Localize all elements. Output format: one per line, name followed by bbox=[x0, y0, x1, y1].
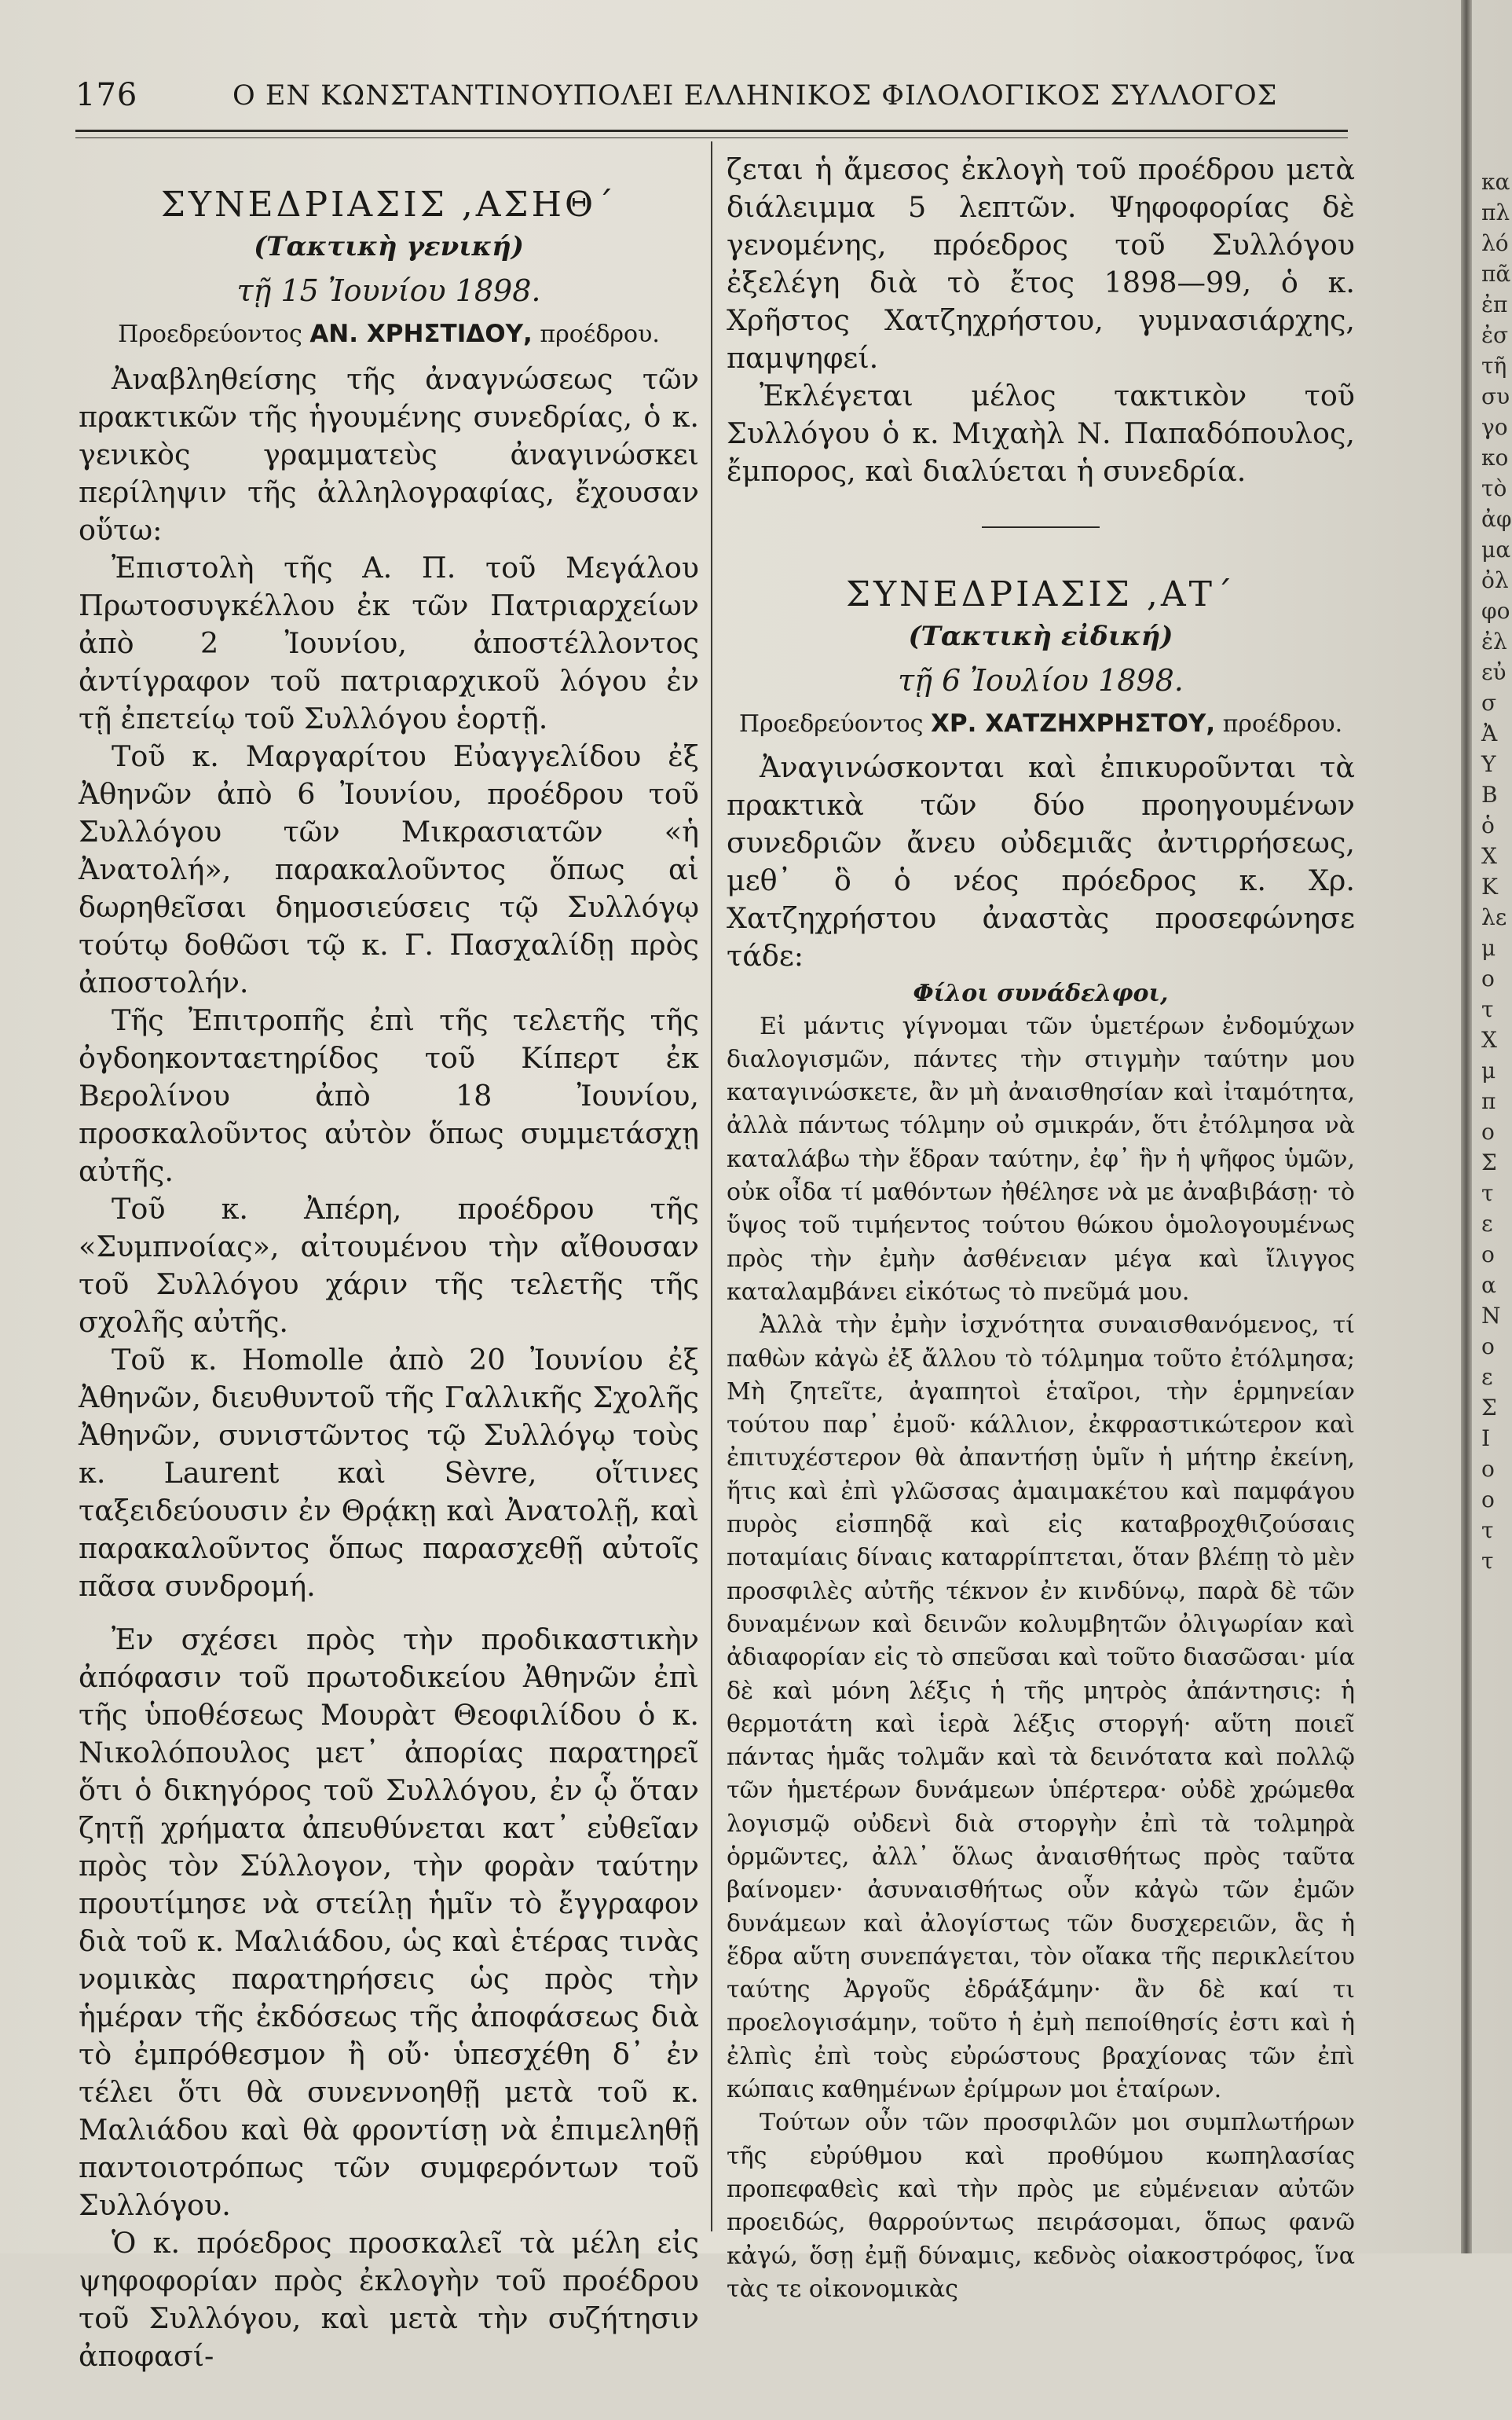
margin-fragment: ἐλ bbox=[1481, 629, 1507, 654]
margin-fragment: Σ bbox=[1481, 1150, 1497, 1175]
page-header bbox=[75, 77, 1348, 124]
margin-fragment: μα bbox=[1481, 537, 1511, 563]
margin-fragment: ἀφ bbox=[1481, 506, 1512, 532]
margin-fragment: συ bbox=[1481, 383, 1510, 409]
book-gutter bbox=[1461, 0, 1472, 2253]
margin-fragment: ε bbox=[1481, 1211, 1493, 1237]
margin-fragment: ο bbox=[1481, 1487, 1495, 1512]
margin-fragment: τὸ bbox=[1481, 475, 1507, 501]
paragraph: Ἐν σχέσει πρὸς τὴν προδικαστικὴν ἀπόφασιν τοῦ πρωτοδικείου Ἀθηνῶν ἐπὶ τῆς ὑποθέσεως Μουρὰτ Θεοφιλίδου ὁ κ. Νικολόπουλος μετ᾽ ἀπορίας παρατηρεῖ ὅτι ὁ δικηγόρος τοῦ Συλλόγου, ἐν ᾧ ὅταν ζητῇ χρήματα ἀπευθύνεται κατ᾽ εὐθεῖαν πρὸς τὸν Σύλλογον, τὴν φορὰν ταύτην προυτίμησε νὰ στείλῃ ἡμῖν τὸ ἔγγραφον διὰ τοῦ κ. Μαλιάδου, ὡς καὶ ἑτέρας τινὰς νομικὰς παρατηρήσεις ὡς πρὸς τὴν ἡμέραν τῆς ἐκδόσεως τῆς ἀποφάσεως διὰ τὸ ἐμπρόθεσμον ἢ οὔ· ὑπεσχέθη δ᾽ ἐν τέλει ὅτι θὰ συνεννοηθῇ μετὰ τοῦ κ. Μαλιάδου καὶ θὰ φροντίσῃ νὰ ἐπιμεληθῇ παντοιοτρόπως τῶν συμφερόντων τοῦ Συλλόγου. bbox=[79, 1622, 699, 2222]
margin-fragment: λε bbox=[1481, 904, 1507, 930]
margin-fragment: τ bbox=[1481, 1180, 1494, 1206]
margin-fragment: ὀλ bbox=[1481, 567, 1509, 593]
session-type: (Τακτικὴ γενική) bbox=[254, 231, 524, 263]
margin-fragment: ο bbox=[1481, 1241, 1495, 1267]
margin-fragment: π bbox=[1481, 1088, 1496, 1114]
margin-fragment: ἐσ bbox=[1481, 322, 1509, 348]
margin-fragment: Υ bbox=[1481, 751, 1496, 777]
margin-fragment: Χ bbox=[1481, 1027, 1497, 1053]
margin-fragment: α bbox=[1481, 1272, 1496, 1298]
margin-fragment: τ bbox=[1481, 996, 1494, 1022]
margin-fragment: ὁ bbox=[1481, 812, 1495, 838]
margin-fragment: Ι bbox=[1481, 1425, 1491, 1451]
margin-fragment: ο bbox=[1481, 1333, 1495, 1359]
margin-fragment: λό bbox=[1481, 230, 1509, 256]
running-title: Ο ΕΝ ΚΩΝΣΤΑΝΤΙΝΟΥΠΟΛΕΙ ΕΛΛΗΝΙΚΟΣ ΦΙΛΟΛΟΓΙΚΟΣ ΣΥΛΛΟΓΟΣ bbox=[232, 80, 1278, 112]
salutation: Φίλοι συνάδελφοι, bbox=[913, 979, 1169, 1007]
margin-fragment: μ bbox=[1481, 1058, 1496, 1084]
margin-fragment: ε bbox=[1481, 1364, 1493, 1390]
right-column bbox=[727, 151, 1355, 2306]
presiding-name: ΧΡ. ΧΑΤΖΗΧΡΗΣΤΟΥ, bbox=[931, 709, 1216, 738]
session-title: ΣΥΝΕΔΡΙΑΣΙΣ ,ΑΤ΄ bbox=[845, 574, 1236, 614]
margin-fragment: τ bbox=[1481, 1548, 1494, 1574]
left-column bbox=[79, 182, 699, 2375]
margin-fragment: τῆ bbox=[1481, 353, 1507, 379]
margin-fragment: μ bbox=[1481, 935, 1496, 961]
session-title: ΣΥΝΕΔΡΙΑΣΙΣ ,ΑΣΗΘ΄ bbox=[160, 185, 617, 225]
presiding-line bbox=[79, 315, 699, 354]
margin-fragment: Ἀ bbox=[1481, 720, 1498, 746]
margin-fragment: Ν bbox=[1481, 1303, 1501, 1329]
paragraph: ζεται ἡ ἄμεσος ἐκλογὴ τοῦ προέδρου μετὰ διάλειμμα 5 λεπτῶν. Ψηφοφορίας δὲ γενομένης, πρόεδρος τοῦ Συλλόγου ἐξελέγη διὰ τὸ ἔτος 1898—99, ὁ κ. Χρῆστος Χατζηχρήστου, γυμνασιάρχης, παμψηφεί. bbox=[727, 152, 1355, 375]
margin-fragment: γο bbox=[1481, 414, 1508, 440]
margin-fragment: ο bbox=[1481, 966, 1495, 992]
speech-paragraph: Ἀλλὰ τὴν ἐμὴν ἰσχνότητα συναισθανόμενος, τί παθὼν κἀγὼ ἐξ ἄλλου τὸ τόλμημα τοῦτο ἐτόλμησα; Μὴ ζητεῖτε, ἀγαπητοὶ ἑταῖροι, τὴν ἑρμηνείαν τούτου παρ᾽ ἐμοῦ· κάλλιον, ἐκφραστικώτερον καὶ ἐπιτυχέστερον θὰ ἀπαντήσῃ ὑμῖν ἡ μήτηρ ἐκείνη, ἥτις καὶ ἐπὶ γλῶσσας ἀμαιμακέτου καὶ παμφάγου πυρὸς εἰσπηδᾷ καὶ εἰς καταβροχθιζούσαις ποταμίαις δίναις καταρρίπτεται, ὅταν βλέπῃ τὸ μὲν προσφιλὲς αὐτῆς τέκνον ἐν κινδύνῳ, παρὰ δὲ τῶν δυναμένων καὶ δεινῶν κολυμβητῶν ὀλιγωρίαν καὶ ἀδιαφορίαν εἰς τὸ σπεῦσαι καὶ τοῦτο διασῶσαι· μία δὲ καὶ μόνη λέξις ἡ τῆς μητρὸς ἀπάντησις: ἡ θερμοτάτη καὶ ἱερὰ λέξις στοργή· αὕτη ποιεῖ πάντας ἡμᾶς τολμᾶν καὶ τὰ δεινότατα καὶ πολλῷ τῶν ἡμετέρων δυνάμεων ὑπέρτερα· οὐδὲ χρώμεθα λογισμῷ οὐδενὶ διὰ στοργὴν ἐπὶ τὰ τολμηρὰ ὁρμῶντες, ἀλλ᾽ ὅλως ἀναισθήτως πρὸς ταῦτα βαίνομεν· ἀσυναισθήτως οὖν κἀγὼ τῶν ἐμῶν δυνάμεων καὶ ἀλογίστως τῶν δυσχερειῶν, ἃς ἡ ἕδρα αὕτη συνεπάγεται, τὸν οἴακα τῆς περικλείτου ταύτης Ἀργοῦς ἐδράξάμην· ἂν δὲ καί τι προελογισάμην, τοῦτο ἡ ἐμὴ πεποίθησίς ἐστι καὶ ἡ ἐλπὶς ἐπὶ τοὺς εὐρώστους βραχίονας τῶν ἐπὶ κώπαις καθημένων ἐρίμρων μοι ἑταίρων. bbox=[727, 1311, 1355, 2104]
paragraph: Ἐπιστολὴ τῆς Α. Π. τοῦ Μεγάλου Πρωτοσυγκέλλου ἐκ τῶν Πατριαρχείων ἀπὸ 2 Ἰουνίου, ἀποστέλλοντος ἀντίγραφον τοῦ πατριαρχικοῦ λόγου ἐν τῇ ἐπετείῳ τοῦ Συλλόγου ἑορτῇ. bbox=[79, 550, 699, 735]
margin-fragment: φο bbox=[1481, 598, 1510, 624]
paragraph: Τῆς Ἐπιτροπῆς ἐπὶ τῆς τελετῆς τῆς ὀγδοηκονταετηρίδος τοῦ Κίπερτ ἐκ Βερολίνου ἀπὸ 18 Ἰουνίου, προσκαλοῦντος αὐτὸν ὅπως συμμετάσχῃ αὐτῆς. bbox=[79, 1003, 699, 1188]
margin-fragment: εὐ bbox=[1481, 659, 1507, 685]
margin-fragment: κο bbox=[1481, 445, 1509, 471]
session-date: τῇ 6 Ἰουλίου 1898. bbox=[898, 663, 1184, 698]
margin-fragment: Σ bbox=[1481, 1395, 1497, 1421]
column-divider bbox=[711, 141, 712, 2231]
margin-fragment: πᾶ bbox=[1481, 261, 1511, 287]
margin-fragment: κα bbox=[1481, 169, 1510, 195]
margin-fragment: τ bbox=[1481, 1517, 1494, 1543]
presiding-suffix: προέδρου. bbox=[540, 320, 660, 348]
margin-fragment: Χ bbox=[1481, 843, 1497, 869]
margin-fragment: Κ bbox=[1481, 874, 1498, 900]
paragraph: Ἀναγινώσκονται καὶ ἐπικυροῦνται τὰ πρακτικὰ τῶν δύο προηγουμένων συνεδριῶν ἄνευ οὐδεμιᾶς ἀντιρρήσεως, μεθ᾽ ὃ ὁ νέος πρόεδρος κ. Χρ. Χατζηχρήστου ἀναστὰς προσεφώνησε τάδε: bbox=[727, 750, 1355, 973]
presiding-suffix: προέδρου. bbox=[1222, 710, 1343, 738]
speech-paragraph: Εἰ μάντις γίγνομαι τῶν ὑμετέρων ἐνδομύχων διαλογισμῶν, πάντες τὴν στιγμὴν ταύτην μου καταγινώσκετε, ἂν μὴ ἀναισθησίαν καὶ ἰταμότητα, ἀλλὰ πάντως τόλμην οὐ σμικράν, ὅτι ἐτόλμησα νὰ καταλάβω τὴν ἕδραν ταύτην, ἐφ᾽ ἣν ἡ ψῆφος ὑμῶν, οὐκ οἶδα τί μαθόντων ἠθέλησε νὰ με ἀναβιβάσῃ· τὸ ὕψος τοῦ τιμήεντος τούτου θώκου ὁμολογουμένως πρὸς τὴν ἐμὴν ἀσθένειαν μέγα καὶ ἴλιγγος καταλαμβάνει εἰκότως τὸ πνεῦμά μου. bbox=[727, 1012, 1355, 1306]
presiding-name: ΑΝ. ΧΡΗΣΤΙΔΟΥ, bbox=[309, 319, 533, 348]
paragraph: Ἐκλέγεται μέλος τακτικὸν τοῦ Συλλόγου ὁ κ. Μιχαὴλ Ν. Παπαδόπουλος, ἔμπορος, καὶ διαλύεται ἡ συνεδρία. bbox=[727, 379, 1355, 488]
header-rule-thick bbox=[75, 130, 1348, 132]
margin-fragment: ἐπ bbox=[1481, 292, 1508, 317]
facing-page-fragments bbox=[1481, 0, 1512, 2420]
presiding-prefix: Προεδρεύοντος bbox=[738, 710, 924, 738]
paragraph: Ἀναβληθείσης τῆς ἀναγνώσεως τῶν πρακτικῶν τῆς ἡγουμένης συνεδρίας, ὁ κ. γενικὸς γραμματεὺς ἀναγινώσκει περίληψιν τῆς ἀλληλογραφίας, ἔχουσαν οὕτω: bbox=[79, 361, 699, 547]
margin-fragment: ο bbox=[1481, 1456, 1495, 1482]
margin-fragment: ο bbox=[1481, 1119, 1495, 1145]
paragraph: Τοῦ κ. Ἀπέρη, προέδρου τῆς «Συμπνοίας», αἰτουμένου τὴν αἴθουσαν τοῦ Συλλόγου χάριν τῆς τελετῆς τῆς σχολῆς αὐτῆς. bbox=[79, 1191, 699, 1339]
presiding-prefix: Προεδρεύοντος bbox=[118, 320, 302, 348]
presiding-line bbox=[727, 705, 1355, 744]
paragraph: Τοῦ κ. Μαργαρίτου Εὐαγγελίδου ἐξ Ἀθηνῶν ἀπὸ 6 Ἰουνίου, προέδρου τοῦ Συλλόγου τῶν Μικρασιατῶν «ἡ Ἀνατολή», παρακαλοῦντος ὅπως αἱ δωρηθεῖσαι δημοσιεύσεις τῷ Συλλόγῳ τούτῳ δοθῶσι τῷ κ. Γ. Πασχαλίδῃ πρὸς ἀποστολήν. bbox=[79, 739, 699, 999]
session-type: (Τακτικὴ εἰδική) bbox=[908, 621, 1173, 653]
paragraph: Ὁ κ. πρόεδρος προσκαλεῖ τὰ μέλη εἰς ψηφοφορίαν πρὸς ἐκλογὴν τοῦ προέδρου τοῦ Συλλόγου, καὶ μετὰ τὴν συζήτησιν ἀποφασί- bbox=[79, 2225, 699, 2373]
margin-fragment: Β bbox=[1481, 782, 1498, 808]
session-date: τῇ 15 Ἰουνίου 1898. bbox=[236, 273, 541, 309]
paragraph: Τοῦ κ. Homolle ἀπὸ 20 Ἰουνίου ἐξ Ἀθηνῶν, διευθυντοῦ τῆς Γαλλικῆς Σχολῆς Ἀθηνῶν, συνιστῶντος τῷ Συλλόγῳ τοὺς κ. Laurent καὶ Sèvre, οἵτινες ταξειδεύουσιν ἐν Θρᾴκῃ καὶ Ἀνατολῇ, καὶ παρακαλοῦντος ὅπως παρασχεθῇ αὐτοῖς πᾶσα συνδρομή. bbox=[79, 1342, 699, 1603]
margin-fragment: πλ bbox=[1481, 200, 1510, 226]
speech-paragraph: Τούτων οὖν τῶν προσφιλῶν μοι συμπλωτήρων τῆς εὐρύθμου καὶ προθύμου κωπηλασίας προπεφαθεὶς καὶ τὴν πρὸς με εὐμένειαν αὐτῶν προειδώς, θαρρούντως πειράσομαι, ὅπως φανῶ κἀγώ, ὅσῃ ἐμῇ δύναμις, κεδνὸς οἰακοστρόφος, ἵνα τὰς τε οἰκονομικὰς bbox=[727, 2109, 1355, 2303]
margin-fragment: σ bbox=[1481, 690, 1497, 716]
page-number: 176 bbox=[75, 77, 138, 113]
